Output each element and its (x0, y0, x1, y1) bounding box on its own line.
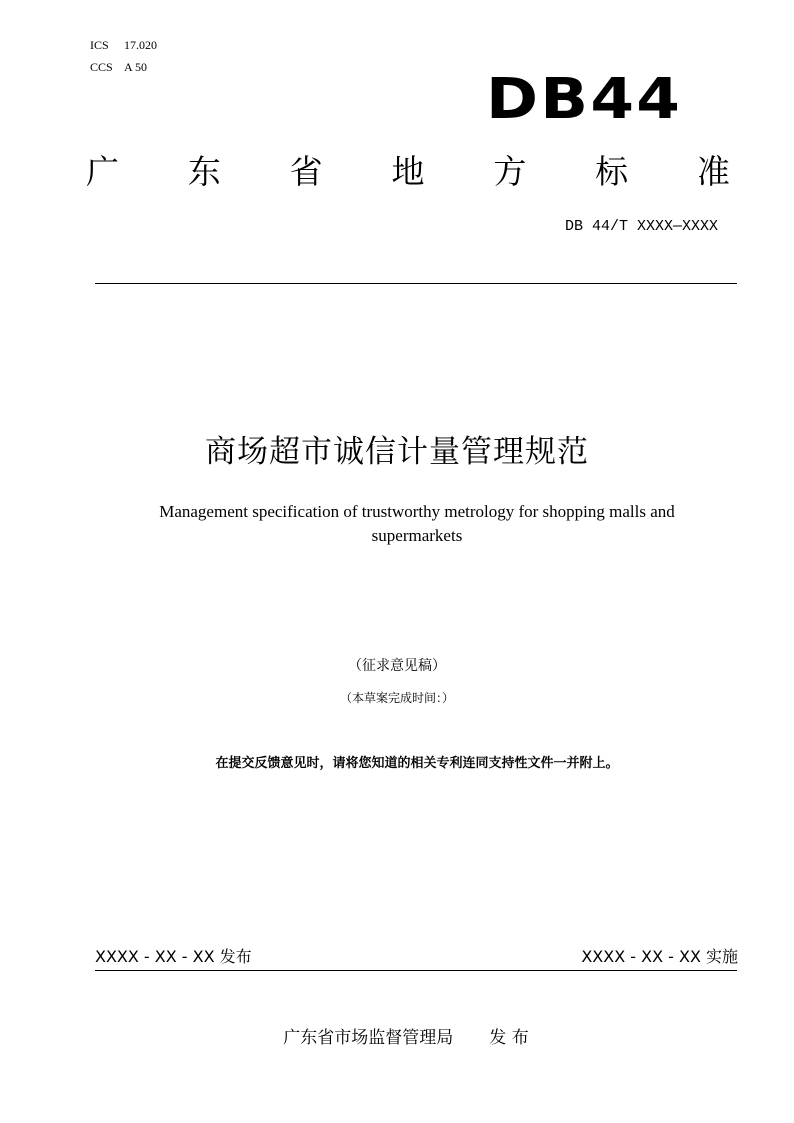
standard-type-char: 东 (187, 152, 221, 191)
standard-type-char: 地 (391, 152, 425, 191)
ics-classification (90, 38, 157, 52)
standard-type-char: 标 (595, 152, 629, 191)
title-chinese: 商场超市诚信计量管理规范 (205, 434, 589, 470)
publisher-line (0, 1026, 794, 1050)
ccs-classification (90, 60, 147, 74)
patent-notice: 在提交反馈意见时，请将您知道的相关专利连同支持性文件一并附上。 (215, 756, 619, 771)
db44-logo: DB44 (485, 67, 682, 132)
standard-type-char: 准 (696, 152, 730, 191)
ccs-label: CCS (90, 60, 113, 74)
ics-label: ICS (90, 38, 109, 52)
publisher-name: 广东省市场监督管理局 (283, 1028, 454, 1048)
ics-code: 17.020 (124, 38, 157, 52)
top-divider (95, 283, 737, 284)
draft-completion-time: （本草案完成时间：） (339, 691, 454, 705)
draft-label: （征求意见稿） (348, 658, 446, 674)
standard-type-char: 方 (493, 152, 527, 191)
bottom-divider (95, 970, 737, 971)
implement-date: XXXX - XX - XX 实施 (581, 947, 738, 966)
publisher-action: 发 布 (489, 1028, 529, 1048)
title-english: Management specification of trustworthy metrology for shopping malls and supermarkets (159, 502, 675, 545)
release-date: XXXX - XX - XX 发布 (95, 947, 252, 966)
standard-type-heading (86, 150, 730, 194)
standard-type-char: 省 (289, 152, 323, 191)
standard-type-char: 广 (86, 152, 119, 191)
standard-number: DB 44/T XXXX—XXXX (564, 218, 718, 235)
ccs-code: A 50 (124, 60, 148, 74)
